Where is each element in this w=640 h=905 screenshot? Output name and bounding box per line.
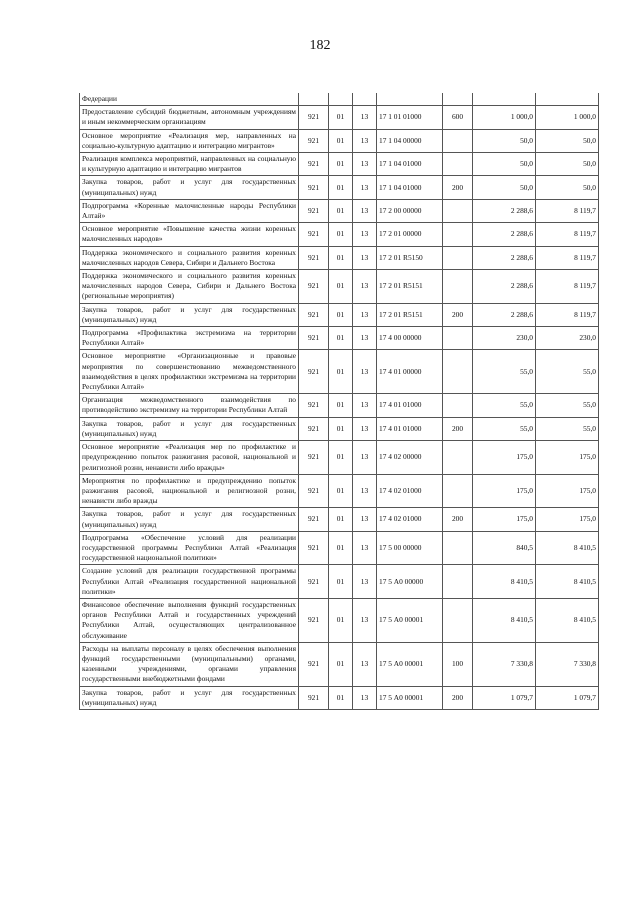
- row-name: Закупка товаров, работ и услуг для государственных (муниципальных) нужд: [80, 303, 299, 326]
- table-row: [80, 686, 599, 709]
- row-amount-year-1: 55,0: [473, 417, 536, 440]
- row-expense-type: 100: [443, 642, 473, 686]
- row-section-code: 01: [329, 417, 353, 440]
- row-amount-year-2: 50,0: [536, 129, 599, 152]
- row-amount-year-2: 8 119,7: [536, 246, 599, 269]
- row-amount-year-2: 1 079,7: [536, 686, 599, 709]
- row-subsection-code: 13: [353, 686, 377, 709]
- row-ministry-code: [299, 93, 329, 106]
- row-name: Поддержка экономического и социального развития коренных малочисленных народов Севера, Сибири и Дальнего Востока: [80, 246, 299, 269]
- row-amount-year-2: 7 330,8: [536, 642, 599, 686]
- row-name: Основное мероприятие «Организационные и правовые мероприятия по совершенствованию межведомственного взаимодействия в целях профилактики экстремизма на территории Республики Алтай»: [80, 350, 299, 394]
- row-name: Поддержка экономического и социального развития коренных малочисленных народов Севера, Сибири и Дальнего Востока (региональные мероприятия): [80, 270, 299, 304]
- row-target-article: 17 4 01 01000: [377, 394, 443, 417]
- row-section-code: 01: [329, 327, 353, 350]
- table-row: [80, 303, 599, 326]
- row-target-article: 17 2 01 R5151: [377, 303, 443, 326]
- row-amount-year-1: 55,0: [473, 350, 536, 394]
- row-section-code: 01: [329, 531, 353, 565]
- row-ministry-code: 921: [299, 642, 329, 686]
- row-subsection-code: 13: [353, 642, 377, 686]
- row-subsection-code: 13: [353, 565, 377, 599]
- row-name: Организация межведомственного взаимодействия по противодействию экстремизму на территории Республики Алтай: [80, 394, 299, 417]
- row-amount-year-1: 175,0: [473, 441, 536, 475]
- row-subsection-code: 13: [353, 474, 377, 508]
- row-amount-year-1: 8 410,5: [473, 598, 536, 642]
- row-expense-type: [443, 394, 473, 417]
- row-section-code: 01: [329, 686, 353, 709]
- row-section-code: 01: [329, 129, 353, 152]
- row-amount-year-1: 2 288,6: [473, 303, 536, 326]
- row-ministry-code: 921: [299, 598, 329, 642]
- table-row: [80, 531, 599, 565]
- table-row: [80, 93, 599, 106]
- row-ministry-code: 921: [299, 223, 329, 246]
- row-ministry-code: 921: [299, 350, 329, 394]
- budget-table: [79, 93, 599, 710]
- table-row: [80, 129, 599, 152]
- row-amount-year-2: 8 410,5: [536, 531, 599, 565]
- row-name: Основное мероприятие «Реализация мер, направленных на социально-культурную адаптацию и интеграцию мигрантов»: [80, 129, 299, 152]
- row-subsection-code: 13: [353, 176, 377, 199]
- table-body: [80, 93, 599, 709]
- row-amount-year-2: 230,0: [536, 327, 599, 350]
- row-subsection-code: 13: [353, 106, 377, 129]
- row-expense-type: [443, 531, 473, 565]
- row-expense-type: [443, 199, 473, 222]
- row-target-article: 17 1 04 00000: [377, 129, 443, 152]
- table-row: [80, 441, 599, 475]
- row-name: Основное мероприятие «Повышение качества жизни коренных малочисленных народов»: [80, 223, 299, 246]
- row-name: Мероприятия по профилактике и предупреждению попыток разжигания расовой, национальной и религиозной розни, ненависти либо вражды: [80, 474, 299, 508]
- table-row: [80, 176, 599, 199]
- row-ministry-code: 921: [299, 270, 329, 304]
- row-section-code: 01: [329, 508, 353, 531]
- row-amount-year-2: 55,0: [536, 417, 599, 440]
- row-target-article: 17 2 01 00000: [377, 223, 443, 246]
- table-row: [80, 417, 599, 440]
- table-row: [80, 153, 599, 176]
- row-ministry-code: 921: [299, 565, 329, 599]
- row-section-code: 01: [329, 350, 353, 394]
- row-section-code: 01: [329, 246, 353, 269]
- row-subsection-code: 13: [353, 303, 377, 326]
- row-section-code: 01: [329, 565, 353, 599]
- row-amount-year-1: 2 288,6: [473, 270, 536, 304]
- row-name: Федерации: [80, 93, 299, 106]
- row-section-code: 01: [329, 106, 353, 129]
- row-name: Создание условий для реализации государственной программы Республики Алтай «Реализация государственной национальной политики»: [80, 565, 299, 599]
- row-subsection-code: 13: [353, 531, 377, 565]
- row-subsection-code: 13: [353, 350, 377, 394]
- row-expense-type: [443, 441, 473, 475]
- row-name: Закупка товаров, работ и услуг для государственных (муниципальных) нужд: [80, 686, 299, 709]
- page-number: 182: [309, 38, 331, 53]
- row-subsection-code: 13: [353, 246, 377, 269]
- row-section-code: 01: [329, 153, 353, 176]
- row-amount-year-2: 8 119,7: [536, 270, 599, 304]
- row-expense-type: [443, 474, 473, 508]
- row-subsection-code: 13: [353, 441, 377, 475]
- row-ministry-code: 921: [299, 327, 329, 350]
- row-amount-year-1: 230,0: [473, 327, 536, 350]
- row-section-code: 01: [329, 303, 353, 326]
- row-subsection-code: 13: [353, 129, 377, 152]
- table-row: [80, 642, 599, 686]
- row-target-article: 17 4 00 00000: [377, 327, 443, 350]
- row-target-article: 17 1 04 01000: [377, 153, 443, 176]
- row-name: Подпрограмма «Коренные малочисленные народы Республики Алтай»: [80, 199, 299, 222]
- table-row: [80, 508, 599, 531]
- row-expense-type: 200: [443, 417, 473, 440]
- row-target-article: 17 5 А0 00000: [377, 565, 443, 599]
- row-expense-type: [443, 93, 473, 106]
- row-section-code: 01: [329, 598, 353, 642]
- row-target-article: [377, 93, 443, 106]
- row-amount-year-2: 175,0: [536, 441, 599, 475]
- row-amount-year-1: [473, 93, 536, 106]
- row-ministry-code: 921: [299, 303, 329, 326]
- row-subsection-code: 13: [353, 508, 377, 531]
- row-section-code: 01: [329, 199, 353, 222]
- row-target-article: 17 5 А0 00001: [377, 642, 443, 686]
- row-amount-year-2: 55,0: [536, 394, 599, 417]
- row-ministry-code: 921: [299, 129, 329, 152]
- table-row: [80, 350, 599, 394]
- row-target-article: 17 2 00 00000: [377, 199, 443, 222]
- row-amount-year-2: [536, 93, 599, 106]
- row-section-code: [329, 93, 353, 106]
- row-amount-year-2: 175,0: [536, 474, 599, 508]
- row-section-code: 01: [329, 642, 353, 686]
- row-section-code: 01: [329, 176, 353, 199]
- row-name: Закупка товаров, работ и услуг для государственных (муниципальных) нужд: [80, 508, 299, 531]
- row-name: Основное мероприятие «Реализация мер по профилактике и предупреждению попыток разжигания расовой, национальной и религиозной розни, ненависти либо вражды»: [80, 441, 299, 475]
- row-ministry-code: 921: [299, 153, 329, 176]
- row-subsection-code: 13: [353, 327, 377, 350]
- row-expense-type: 600: [443, 106, 473, 129]
- row-expense-type: [443, 129, 473, 152]
- row-subsection-code: [353, 93, 377, 106]
- row-amount-year-2: 175,0: [536, 508, 599, 531]
- row-expense-type: [443, 270, 473, 304]
- row-amount-year-2: 50,0: [536, 153, 599, 176]
- row-name: Закупка товаров, работ и услуг для государственных (муниципальных) нужд: [80, 176, 299, 199]
- row-expense-type: 200: [443, 303, 473, 326]
- row-subsection-code: 13: [353, 223, 377, 246]
- row-name: Реализация комплекса мероприятий, направленных на социальную и культурную адаптацию и интеграцию мигрантов: [80, 153, 299, 176]
- row-ministry-code: 921: [299, 441, 329, 475]
- row-amount-year-1: 175,0: [473, 474, 536, 508]
- row-subsection-code: 13: [353, 417, 377, 440]
- table-row: [80, 394, 599, 417]
- row-subsection-code: 13: [353, 598, 377, 642]
- row-expense-type: [443, 350, 473, 394]
- row-expense-type: [443, 153, 473, 176]
- row-amount-year-2: 8 410,5: [536, 598, 599, 642]
- row-expense-type: [443, 246, 473, 269]
- row-target-article: 17 4 02 01000: [377, 508, 443, 531]
- row-target-article: 17 2 01 R5150: [377, 246, 443, 269]
- row-ministry-code: 921: [299, 106, 329, 129]
- table-row: [80, 223, 599, 246]
- table-row: [80, 474, 599, 508]
- table-row: [80, 598, 599, 642]
- row-amount-year-2: 8 119,7: [536, 199, 599, 222]
- row-target-article: 17 5 00 00000: [377, 531, 443, 565]
- row-ministry-code: 921: [299, 176, 329, 199]
- row-amount-year-1: 840,5: [473, 531, 536, 565]
- row-amount-year-1: 2 288,6: [473, 223, 536, 246]
- row-amount-year-2: 50,0: [536, 176, 599, 199]
- row-amount-year-1: 50,0: [473, 129, 536, 152]
- row-name: Финансовое обеспечение выполнения функций государственных органов Республики Алтай и государственных учреждений Республики Алтай, осуществляющих централизованное обслуживание: [80, 598, 299, 642]
- row-expense-type: [443, 327, 473, 350]
- row-target-article: 17 5 А0 00001: [377, 686, 443, 709]
- row-amount-year-1: 55,0: [473, 394, 536, 417]
- row-amount-year-1: 175,0: [473, 508, 536, 531]
- row-name: Расходы на выплаты персоналу в целях обеспечения выполнения функций государственными (муниципальными) органами, казенными учреждениями, органами управления государственными внебюджетными фондами: [80, 642, 299, 686]
- row-amount-year-1: 7 330,8: [473, 642, 536, 686]
- row-ministry-code: 921: [299, 246, 329, 269]
- row-section-code: 01: [329, 270, 353, 304]
- row-amount-year-2: 1 000,0: [536, 106, 599, 129]
- row-target-article: 17 4 02 00000: [377, 441, 443, 475]
- row-section-code: 01: [329, 441, 353, 475]
- row-target-article: 17 1 04 01000: [377, 176, 443, 199]
- row-amount-year-2: 8 119,7: [536, 303, 599, 326]
- row-amount-year-1: 8 410,5: [473, 565, 536, 599]
- row-expense-type: [443, 565, 473, 599]
- row-section-code: 01: [329, 394, 353, 417]
- row-target-article: 17 1 01 01000: [377, 106, 443, 129]
- row-amount-year-2: 55,0: [536, 350, 599, 394]
- table-row: [80, 327, 599, 350]
- row-subsection-code: 13: [353, 153, 377, 176]
- row-amount-year-1: 50,0: [473, 176, 536, 199]
- row-subsection-code: 13: [353, 394, 377, 417]
- row-ministry-code: 921: [299, 508, 329, 531]
- row-amount-year-2: 8 119,7: [536, 223, 599, 246]
- row-amount-year-1: 50,0: [473, 153, 536, 176]
- row-amount-year-2: 8 410,5: [536, 565, 599, 599]
- table-row: [80, 106, 599, 129]
- row-expense-type: 200: [443, 176, 473, 199]
- row-amount-year-1: 1 000,0: [473, 106, 536, 129]
- table-row: [80, 199, 599, 222]
- row-expense-type: 200: [443, 508, 473, 531]
- row-target-article: 17 4 01 00000: [377, 350, 443, 394]
- row-subsection-code: 13: [353, 270, 377, 304]
- row-amount-year-1: 1 079,7: [473, 686, 536, 709]
- row-amount-year-1: 2 288,6: [473, 246, 536, 269]
- row-expense-type: [443, 223, 473, 246]
- row-ministry-code: 921: [299, 417, 329, 440]
- row-target-article: 17 2 01 R5151: [377, 270, 443, 304]
- row-name: Подпрограмма «Профилактика экстремизма на территории Республики Алтай»: [80, 327, 299, 350]
- row-ministry-code: 921: [299, 686, 329, 709]
- table-row: [80, 246, 599, 269]
- row-section-code: 01: [329, 223, 353, 246]
- table-row: [80, 270, 599, 304]
- row-target-article: 17 4 01 01000: [377, 417, 443, 440]
- row-name: Предоставление субсидий бюджетным, автономным учреждениям и иным некоммерческим организациям: [80, 106, 299, 129]
- row-name: Подпрограмма «Обеспечение условий для реализации государственной программы Республики Алтай «Реализация государственной национальной политики»: [80, 531, 299, 565]
- table-row: [80, 565, 599, 599]
- row-amount-year-1: 2 288,6: [473, 199, 536, 222]
- row-target-article: 17 5 А0 00001: [377, 598, 443, 642]
- row-target-article: 17 4 02 01000: [377, 474, 443, 508]
- row-expense-type: 200: [443, 686, 473, 709]
- row-name: Закупка товаров, работ и услуг для государственных (муниципальных) нужд: [80, 417, 299, 440]
- row-ministry-code: 921: [299, 474, 329, 508]
- row-ministry-code: 921: [299, 199, 329, 222]
- row-ministry-code: 921: [299, 531, 329, 565]
- row-ministry-code: 921: [299, 394, 329, 417]
- row-section-code: 01: [329, 474, 353, 508]
- row-subsection-code: 13: [353, 199, 377, 222]
- row-expense-type: [443, 598, 473, 642]
